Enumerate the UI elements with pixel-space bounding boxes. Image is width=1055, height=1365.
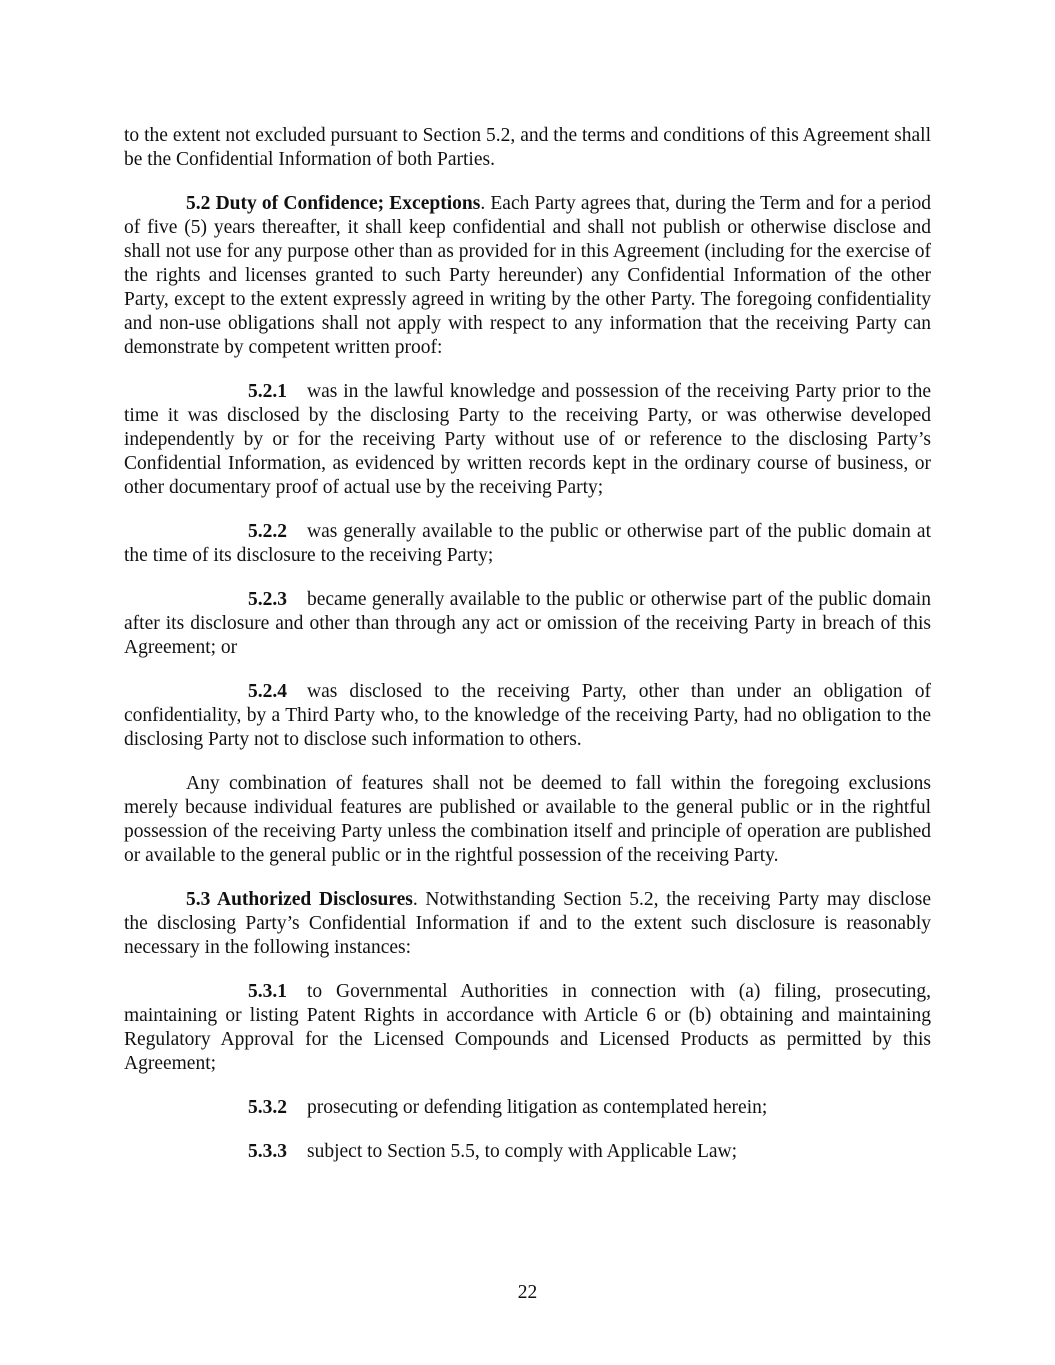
clause-text: prosecuting or defending litigation as contemplated herein; bbox=[307, 1097, 768, 1118]
clause-number: 5.3.3 bbox=[248, 1141, 287, 1162]
exception-5-2-3 bbox=[124, 588, 931, 660]
exception-5-2-1 bbox=[124, 380, 931, 500]
section-5-3-paragraph bbox=[124, 888, 931, 960]
clause-text: was disclosed to the receiving Party, other than under an obligation of confidentiality, by a Third Party who, to the knowledge of the receiving Party, had no obligation to the disclosing Party not to disclose such information to others. bbox=[124, 681, 931, 750]
exception-5-2-4 bbox=[124, 680, 931, 752]
section-5-3-heading: 5.3 Authorized Disclosures bbox=[186, 889, 413, 910]
section-5-2-heading: 5.2 Duty of Confidence; Exceptions bbox=[186, 193, 481, 214]
clause-number: 5.2.2 bbox=[248, 521, 287, 542]
page-content bbox=[124, 124, 931, 1184]
continuation-paragraph: to the extent not excluded pursuant to Section 5.2, and the terms and conditions of this Agreement shall be the Confidential Information of both Parties. bbox=[124, 125, 931, 170]
clause-text: to Governmental Authorities in connection with (a) filing, prosecuting, maintaining or listing Patent Rights in accordance with Article 6 or (b) obtaining and maintaining Regulatory Approval for the Licensed Compounds and Licensed Products as permitted by this Agreement; bbox=[124, 981, 931, 1074]
section-5-2-paragraph bbox=[124, 192, 931, 360]
section-5-2-body: . Each Party agrees that, during the Term and for a period of five (5) years thereafter, it shall keep confidential and shall not publish or otherwise disclose and shall not use for any purpose other than as provided for in this Agreement (including for the exercise of the rights and licenses granted to such Party hereunder) any Confidential Information of the other Party, except to the extent expressly agreed in writing by the other Party. The foregoing confidentiality and non-use obligations shall not apply with respect to any information that the receiving Party can demonstrate by competent written proof: bbox=[124, 193, 931, 358]
clause-number: 5.2.3 bbox=[248, 589, 287, 610]
clause-number: 5.3.2 bbox=[248, 1097, 287, 1118]
clause-text: subject to Section 5.5, to comply with Applicable Law; bbox=[307, 1141, 738, 1162]
page-number: 22 bbox=[517, 1282, 538, 1303]
clause-text: became generally available to the public or otherwise part of the public domain after its disclosure and other than through any act or omission of the receiving Party in breach of this Agreement; or bbox=[124, 589, 931, 658]
clause-number: 5.3.1 bbox=[248, 981, 287, 1002]
authorized-5-3-3 bbox=[124, 1140, 931, 1164]
authorized-5-3-1 bbox=[124, 980, 931, 1076]
authorized-5-3-2 bbox=[124, 1096, 931, 1120]
section-5-3-body: . Notwithstanding Section 5.2, the receiving Party may disclose the disclosing Party’s Confidential Information if and to the extent such disclosure is reasonably necessary in the following instances: bbox=[124, 889, 931, 958]
exception-5-2-2 bbox=[124, 520, 931, 568]
clause-text: was generally available to the public or otherwise part of the public domain at the time of its disclosure to the receiving Party; bbox=[124, 521, 931, 566]
combination-paragraph: Any combination of features shall not be deemed to fall within the foregoing exclusions merely because individual features are published or available to the general public or in the rightful possession of the receiving Party unless the combination itself and principle of operation are published or available to the general public or in the rightful possession of the receiving Party. bbox=[124, 773, 931, 866]
clause-number: 5.2.4 bbox=[248, 681, 287, 702]
clause-number: 5.2.1 bbox=[248, 381, 287, 402]
clause-text: was in the lawful knowledge and possession of the receiving Party prior to the time it was disclosed by the disclosing Party to the receiving Party, or was otherwise developed independently by or for the receiving Party without use of or reference to the disclosing Party’s Confidential Information, as evidenced by written records kept in the ordinary course of business, or other documentary proof of actual use by the receiving Party; bbox=[124, 381, 931, 498]
